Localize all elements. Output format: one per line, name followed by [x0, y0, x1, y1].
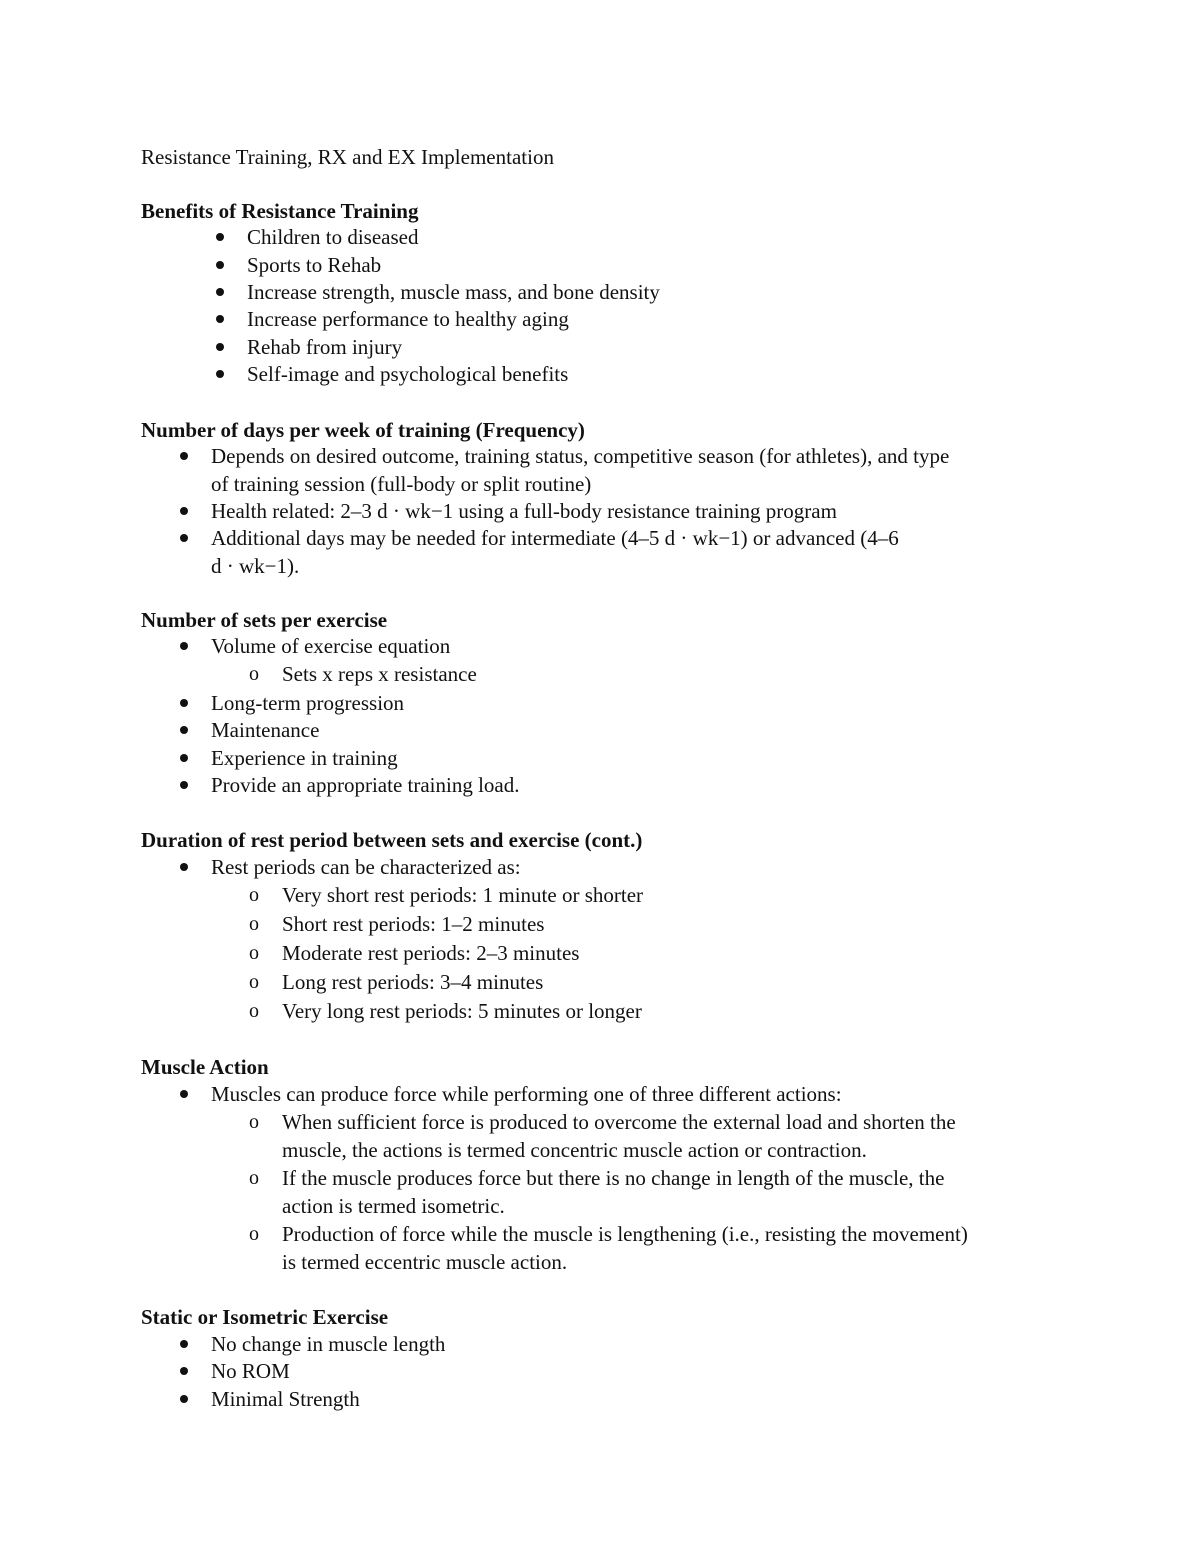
- list-item: Increase performance to healthy aging: [247, 307, 569, 331]
- list-item-continuation: of training session (full-body or split routine): [211, 472, 592, 496]
- sub-bullet-marker: o: [249, 1167, 259, 1189]
- list-item: Additional days may be needed for intermediate (4–5 d · wk−1) or advanced (4–6: [211, 526, 899, 550]
- sub-bullet-marker: o: [249, 663, 259, 685]
- list-item: No change in muscle length: [211, 1332, 446, 1356]
- bullet-dot: [216, 370, 224, 378]
- bullet-dot: [180, 1340, 188, 1348]
- sub-list-item: Long rest periods: 3–4 minutes: [282, 970, 544, 994]
- sub-list-item: When sufficient force is produced to overcome the external load and shorten the: [282, 1110, 956, 1134]
- sub-bullet-marker: o: [249, 1223, 259, 1245]
- list-item: Long-term progression: [211, 691, 405, 715]
- bullet-dot: [216, 233, 224, 241]
- sub-bullet-marker: o: [249, 884, 259, 906]
- section-heading-sets: Number of sets per exercise: [141, 608, 388, 632]
- bullet-dot: [216, 343, 224, 351]
- sub-list-item: Very short rest periods: 1 minute or shorter: [282, 883, 644, 907]
- bullet-dot: [216, 288, 224, 296]
- sub-list-item: If the muscle produces force but there is no change in length of the muscle, the: [282, 1166, 945, 1190]
- list-item: Health related: 2–3 d · wk−1 using a full-body resistance training program: [211, 499, 837, 523]
- bullet-dot: [180, 1395, 188, 1403]
- bullet-dot: [180, 754, 188, 762]
- list-item: No ROM: [211, 1359, 290, 1383]
- bullet-dot: [180, 781, 188, 789]
- sub-bullet-marker: o: [249, 1000, 259, 1022]
- list-item: Muscles can produce force while performing one of three different actions:: [211, 1082, 842, 1106]
- bullet-dot: [180, 642, 188, 650]
- sub-list-item: Short rest periods: 1–2 minutes: [282, 912, 545, 936]
- bullet-dot: [180, 1367, 188, 1375]
- sub-bullet-marker: o: [249, 913, 259, 935]
- sub-list-item-continuation: is termed eccentric muscle action.: [282, 1250, 568, 1274]
- bullet-dot: [216, 261, 224, 269]
- section-heading-frequency: Number of days per week of training (Frequency): [141, 418, 585, 442]
- list-item: Provide an appropriate training load.: [211, 773, 520, 797]
- bullet-dot: [180, 534, 188, 542]
- sub-list-item: Sets x reps x resistance: [282, 662, 477, 686]
- bullet-dot: [180, 699, 188, 707]
- list-item: Increase strength, muscle mass, and bone density: [247, 280, 660, 304]
- section-heading-benefits: Benefits of Resistance Training: [141, 199, 419, 223]
- sub-list-item: Very long rest periods: 5 minutes or longer: [282, 999, 642, 1023]
- list-item: Maintenance: [211, 718, 320, 742]
- section-heading-static: Static or Isometric Exercise: [141, 1305, 389, 1329]
- bullet-dot: [180, 863, 188, 871]
- list-item: Rehab from injury: [247, 335, 403, 359]
- list-item: Experience in training: [211, 746, 398, 770]
- sub-bullet-marker: o: [249, 971, 259, 993]
- section-heading-muscle-action: Muscle Action: [141, 1055, 269, 1079]
- bullet-dot: [216, 315, 224, 323]
- sub-bullet-marker: o: [249, 942, 259, 964]
- document-title: Resistance Training, RX and EX Implementation: [141, 145, 554, 169]
- bullet-dot: [180, 452, 188, 460]
- section-heading-rest: Duration of rest period between sets and exercise (cont.): [141, 828, 643, 852]
- list-item: Minimal Strength: [211, 1387, 360, 1411]
- sub-bullet-marker: o: [249, 1111, 259, 1133]
- list-item: Sports to Rehab: [247, 253, 382, 277]
- sub-list-item-continuation: muscle, the actions is termed concentric muscle action or contraction.: [282, 1138, 867, 1162]
- list-item: Children to diseased: [247, 225, 419, 249]
- list-item: Depends on desired outcome, training status, competitive season (for athletes), and type: [211, 444, 950, 468]
- bullet-dot: [180, 726, 188, 734]
- list-item: Volume of exercise equation: [211, 634, 451, 658]
- sub-list-item-continuation: action is termed isometric.: [282, 1194, 505, 1218]
- list-item: Self-image and psychological benefits: [247, 362, 569, 386]
- bullet-dot: [180, 1090, 188, 1098]
- list-item: Rest periods can be characterized as:: [211, 855, 521, 879]
- list-item-continuation: d · wk−1).: [211, 554, 300, 578]
- bullet-dot: [180, 507, 188, 515]
- sub-list-item: Moderate rest periods: 2–3 minutes: [282, 941, 580, 965]
- sub-list-item: Production of force while the muscle is lengthening (i.e., resisting the movement): [282, 1222, 968, 1246]
